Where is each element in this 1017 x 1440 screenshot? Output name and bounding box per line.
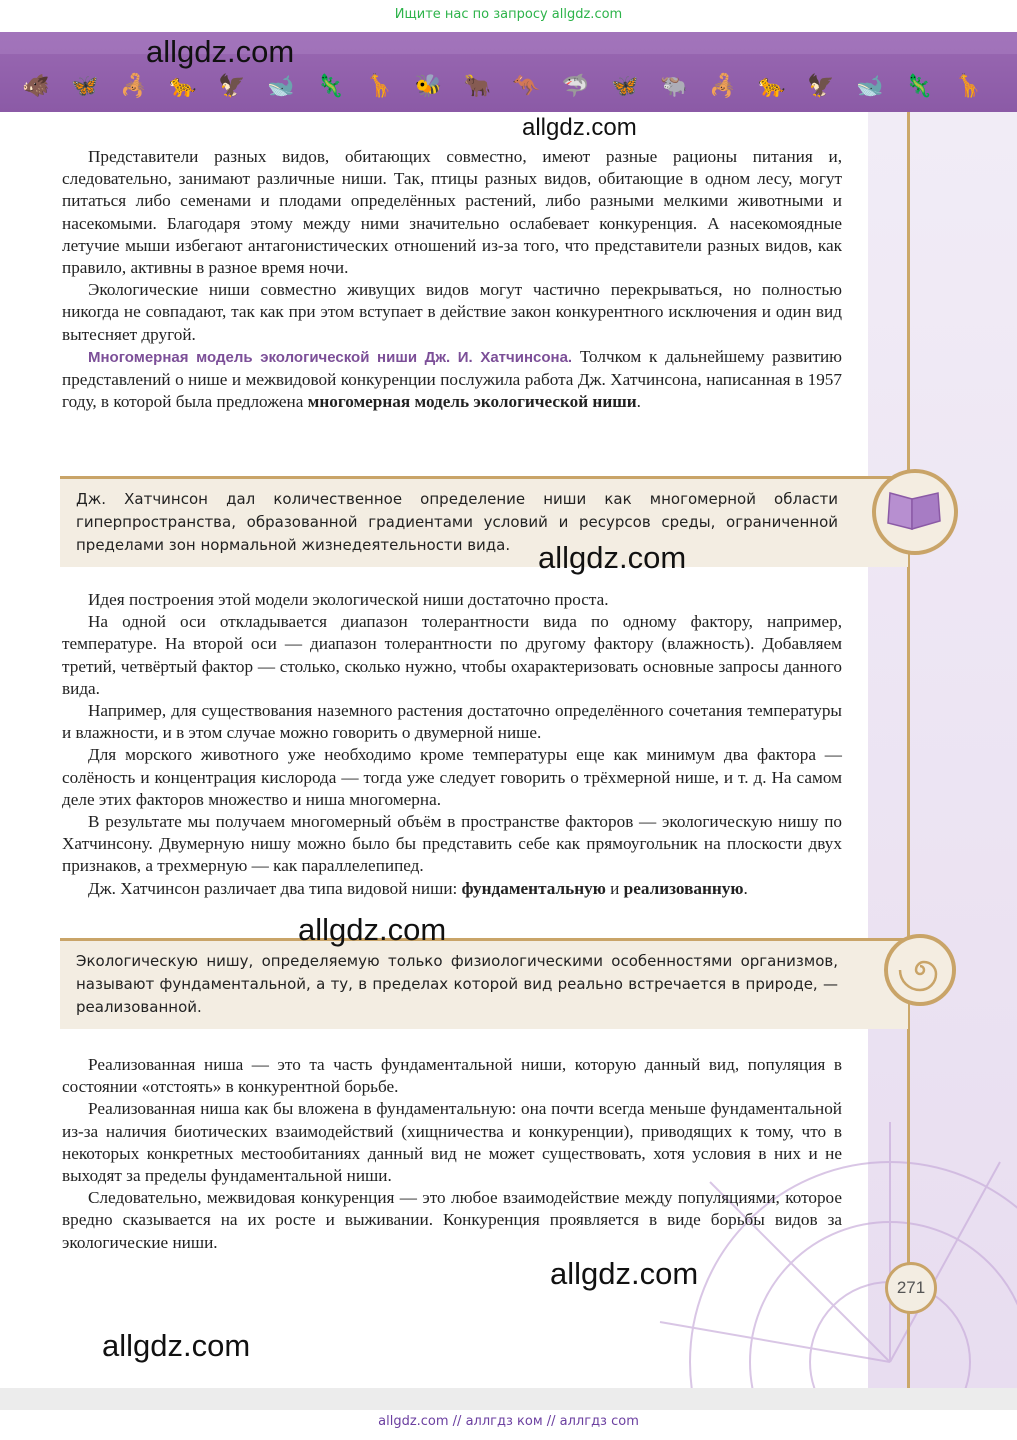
bold-term: многомерная модель экологической ниши bbox=[307, 392, 637, 412]
buffalo-icon: 🐃 bbox=[660, 74, 688, 99]
paragraph: Представители разных видов, обитающих совместно, имеют разные рационы питания и, следовательно, занимают различные ниши. Так, птицы разных видов, обитающие в одном лесу, могут питаться либо семенами и плодами определённых растений, либо разными мелкими животными и насекомыми. Благодаря этому между ними значительно ослабевает конкуренция. А насекомоядные летучие мыши избегают антагонистических отношений из-за того, что представители разных видов, как правило, активны в разное время ночи. bbox=[62, 147, 842, 278]
paragraph: Следовательно, межвидовая конкуренция — это любое взаимодействие между популяциями, которое вредно сказывается на их росте и выживании. Конкуренция проявляется в виде борьбы видов за экологические ниши. bbox=[62, 1188, 842, 1252]
spiral-badge bbox=[884, 934, 956, 1006]
watermark: allgdz.com bbox=[102, 1328, 251, 1363]
definition-text: Экологическую нишу, определяемую только физиологическими особенностями организмов, называют фундаментальной, а ту, в пределах которой вид реально встречается в природе, — реализованной. bbox=[76, 952, 838, 1016]
bottom-links-bar[interactable]: allgdz.com // аллгдз ком // аллгдз com bbox=[0, 1410, 1017, 1440]
whale-icon: 🐋 bbox=[267, 74, 295, 99]
watermark: allgdz.com bbox=[522, 114, 637, 141]
paragraph: В результате мы получаем многомерный объём в пространстве факторов — экологическую нишу по Хатчинсону. Двумерную нишу можно было бы представить себе как прямоугольник на плоскости двух признаков, а трехмерную — как параллелепипед. bbox=[62, 812, 842, 876]
paragraph: Например, для существования наземного растения достаточно определённого сочетания температуры и влажности, и в этом случае можно говорить о двумерной нише. bbox=[62, 701, 842, 743]
section-3 bbox=[62, 1054, 842, 1254]
watermark: allgdz.com bbox=[550, 1256, 699, 1291]
butterfly-icon: 🦋 bbox=[610, 74, 639, 99]
giraffe-icon: 🦒 bbox=[365, 74, 393, 99]
lizard-icon: 🦎 bbox=[905, 74, 933, 99]
animal-icons-row bbox=[22, 72, 982, 102]
book-badge bbox=[872, 469, 958, 555]
punctuation: . bbox=[636, 392, 641, 412]
paragraph: Реализованная ниша как бы вложена в фундаментальную: она почти всегда меньше фундаментальной из-за наличия биотических взаимодействий (хищничества и конкуренции), приводящих к тому, что в некоторых конкретных местообитаниях данный вид не может существовать, хотя условия в них и не выходят за пределы фундаментальной ниши. bbox=[62, 1099, 842, 1186]
punctuation: . bbox=[743, 878, 748, 898]
bull-icon: 🐂 bbox=[463, 74, 492, 99]
bold-term: фундаментальную bbox=[461, 878, 606, 898]
paragraph: Для морского животного уже необходимо кроме температуры еще как минимум два фактора — солёность и концентрация кислорода — тогда уже следует говорить о трёхмерной нише, и т. д. На самом деле этих факторов множество и ниша многомерна. bbox=[62, 745, 842, 809]
paragraph-text: и bbox=[605, 878, 624, 898]
bird-icon: 🦅 bbox=[218, 74, 246, 99]
watermark: allgdz.com bbox=[538, 540, 687, 575]
paragraph-text: Дж. Хатчинсон различает два типа видовой ниши: bbox=[88, 878, 462, 898]
definition-text: Дж. Хатчинсон дал количественное определение ниши как многомерной области гиперпространства, образованной градиентами условий и ресурсов среды, ограниченной пределами зон нормальной жизнедеятельности вида. bbox=[76, 490, 838, 554]
book-icon bbox=[876, 473, 954, 551]
kangaroo-icon: 🦘 bbox=[512, 74, 541, 99]
paragraph bbox=[62, 878, 842, 900]
paragraph: Экологические ниши совместно живущих видов могут частично перекрываться, но полностью никогда не совпадают, так как при этом вступает в действие закон конкурентного исключения и один вид вытесняет другой. bbox=[62, 280, 842, 344]
margin-rule bbox=[907, 112, 910, 1388]
lizard-icon: 🦎 bbox=[316, 74, 344, 99]
definition-box-1 bbox=[60, 476, 908, 567]
giraffe-icon: 🦒 bbox=[954, 74, 982, 99]
butterfly-icon: 🦋 bbox=[71, 74, 99, 99]
section-heading: Многомерная модель экологической ниши Дж. И. Хатчинсона. bbox=[88, 348, 573, 366]
paragraph: На одной оси откладывается диапазон толерантности вида по одному фактору, например, температуре. На второй оси — диапазон толерантности по другому фактору (влажность). Добавляем третий, четвёртый фактор — столько, сколько нужно, чтобы охарактеризовать основные запросы данного вида. bbox=[62, 612, 842, 698]
watermark: allgdz.com bbox=[146, 34, 295, 69]
paragraph: Идея построения этой модели экологической ниши достаточно проста. bbox=[88, 590, 609, 609]
whale-icon: 🐋 bbox=[856, 74, 884, 99]
fish-icon: 🦈 bbox=[561, 74, 590, 99]
definition-box-2 bbox=[60, 938, 908, 1029]
leopard-icon: 🐆 bbox=[169, 74, 197, 99]
scorpion-icon: 🦂 bbox=[709, 74, 737, 99]
paragraph: Реализованная ниша — это та часть фундаментальной ниши, которую данный вид, популяция в состоянии «отстоять» в конкурентной борьбе. bbox=[62, 1055, 842, 1097]
bold-term: реализованную bbox=[623, 878, 744, 898]
watermark: allgdz.com bbox=[298, 912, 447, 947]
leopard-icon: 🐆 bbox=[758, 74, 786, 99]
bird-icon: 🦅 bbox=[807, 74, 835, 99]
paragraph bbox=[62, 346, 842, 414]
section-1 bbox=[62, 146, 842, 413]
scorpion-icon: 🦂 bbox=[120, 74, 148, 99]
insect-icon: 🐝 bbox=[414, 74, 443, 99]
boar-icon: 🐗 bbox=[22, 74, 50, 99]
section-2 bbox=[62, 589, 842, 900]
page-number: 271 bbox=[885, 1262, 937, 1314]
paragraph-text: Толчком к дальнейшему развитию представлений о нише и межвидовой конкуренции послужила работа Дж. Хатчинсона, написанная в 1957 году, в которой была предложена bbox=[62, 346, 843, 412]
top-banner[interactable]: Ищите нас по запросу allgdz.com bbox=[0, 0, 1017, 32]
textbook-page bbox=[0, 32, 1017, 1388]
spiral-icon bbox=[888, 938, 952, 1002]
